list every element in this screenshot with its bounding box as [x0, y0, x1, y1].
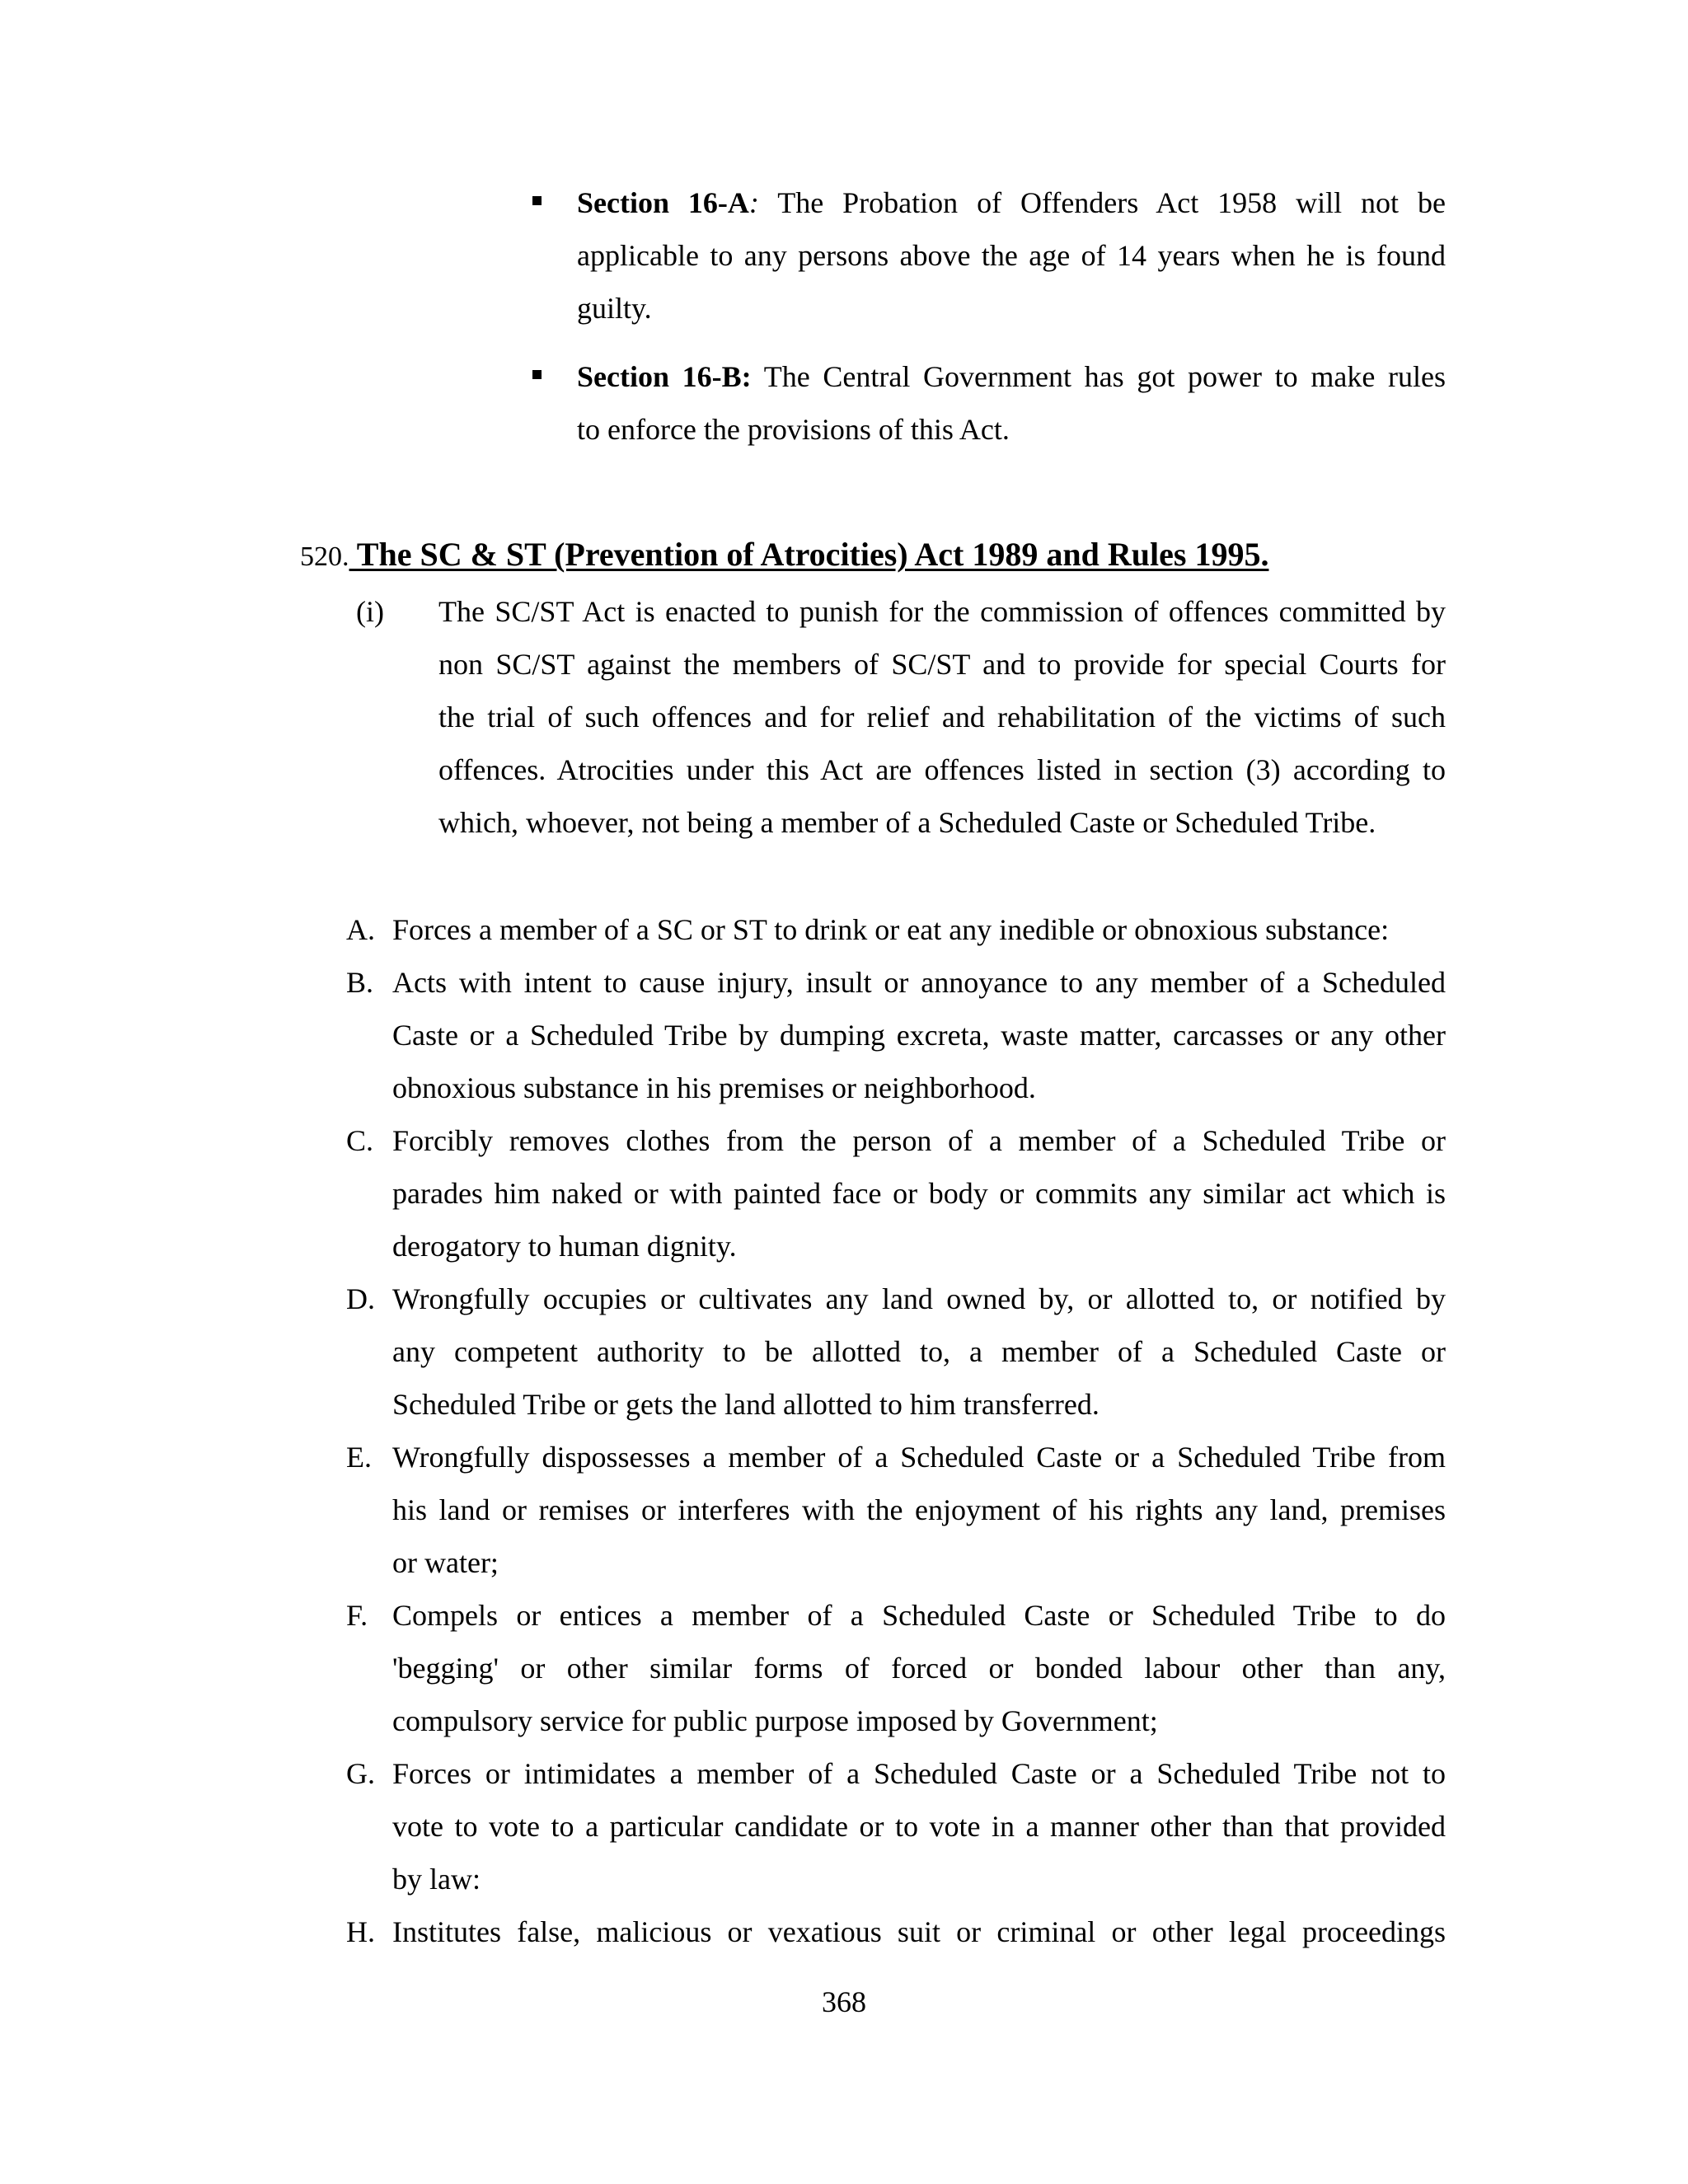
- list-item-marker: C.: [346, 1124, 374, 1157]
- list-item-line: his land or remises or interferes with the enjoyment of his rights any land, premises: [392, 1493, 1446, 1526]
- bullet-square-icon: [532, 370, 542, 379]
- list-item-marker: H.: [346, 1915, 375, 1948]
- bullet-line: [577, 185, 1446, 221]
- bullet-line: guilty.: [577, 292, 652, 325]
- subpara-line: which, whoever, not being a member of a Scheduled Caste or Scheduled Tribe.: [438, 806, 1376, 839]
- subpara-line: non SC/ST against the members of SC/ST and to provide for special Courts for: [438, 648, 1446, 681]
- list-item-line: or water;: [392, 1546, 499, 1579]
- list-item-line: obnoxious substance in his premises or neighborhood.: [392, 1071, 1036, 1104]
- bullet-line: applicable to any persons above the age of 14 years when he is found: [577, 239, 1446, 272]
- bullet-line: [577, 359, 1446, 395]
- bullet-text: The Central Government has got power to make rules: [751, 360, 1446, 393]
- page-number: 368: [822, 1985, 866, 2018]
- list-item-line: any competent authority to be allotted to, a member of a Scheduled Caste or: [392, 1335, 1446, 1368]
- list-item-line: parades him naked or with painted face or body or commits any similar act which is: [392, 1177, 1446, 1210]
- list-item-marker: G.: [346, 1757, 375, 1790]
- list-item-line: 'begging' or other similar forms of forced or bonded labour other than any,: [392, 1652, 1446, 1685]
- bullet-label-suffix: :: [748, 186, 759, 219]
- bullet-text: The Probation of Offenders Act 1958 will not be: [758, 186, 1446, 219]
- list-item-line: derogatory to human dignity.: [392, 1230, 737, 1263]
- section-heading: [300, 534, 1268, 578]
- subpara-line: offences. Atrocities under this Act are offences listed in section (3) according to: [438, 753, 1446, 786]
- subpara-line: The SC/ST Act is enacted to punish for the commission of offences committed by: [438, 595, 1446, 628]
- list-item-line: Forcibly removes clothes from the person of a member of a Scheduled Tribe or: [392, 1124, 1446, 1157]
- list-item-line: Acts with intent to cause injury, insult or annoyance to any member of a Scheduled: [392, 966, 1446, 999]
- list-item-marker: A.: [346, 913, 375, 946]
- subpara-line: the trial of such offences and for relief and rehabilitation of the victims of such: [438, 701, 1446, 733]
- subpara-marker: (i): [356, 595, 384, 628]
- list-item-line: Wrongfully occupies or cultivates any land owned by, or allotted to, or notified by: [392, 1282, 1446, 1315]
- bullet-label: Section 16-B:: [577, 360, 752, 393]
- list-item-line: by law:: [392, 1863, 481, 1896]
- list-item-line: Wrongfully dispossesses a member of a Scheduled Caste or a Scheduled Tribe from: [392, 1441, 1446, 1474]
- section-number: 520.: [300, 541, 349, 572]
- list-item-line: Scheduled Tribe or gets the land allotted to him transferred.: [392, 1388, 1100, 1421]
- list-item-marker: D.: [346, 1282, 375, 1315]
- section-title: The SC & ST (Prevention of Atrocities) Act 1989 and Rules 1995.: [349, 536, 1269, 573]
- list-item-line: compulsory service for public purpose imposed by Government;: [392, 1704, 1158, 1737]
- bullet-label: Section 16-A: [577, 186, 749, 219]
- list-item-marker: F.: [346, 1599, 368, 1632]
- list-item-marker: B.: [346, 966, 374, 999]
- list-item-line: Institutes false, malicious or vexatious suit or criminal or other legal proceedings: [392, 1915, 1446, 1948]
- bullet-square-icon: [532, 196, 542, 205]
- list-item-line: Caste or a Scheduled Tribe by dumping excreta, waste matter, carcasses or any other: [392, 1019, 1446, 1052]
- bullet-line: to enforce the provisions of this Act.: [577, 413, 1010, 446]
- list-item-line: Forces a member of a SC or ST to drink or eat any inedible or obnoxious substance:: [392, 913, 1390, 946]
- list-item-line: vote to vote to a particular candidate or to vote in a manner other than that provided: [392, 1810, 1446, 1843]
- list-item-line: Forces or intimidates a member of a Scheduled Caste or a Scheduled Tribe not to: [392, 1757, 1446, 1790]
- list-item-line: Compels or entices a member of a Scheduled Caste or Scheduled Tribe to do: [392, 1599, 1446, 1632]
- list-item-marker: E.: [346, 1441, 372, 1474]
